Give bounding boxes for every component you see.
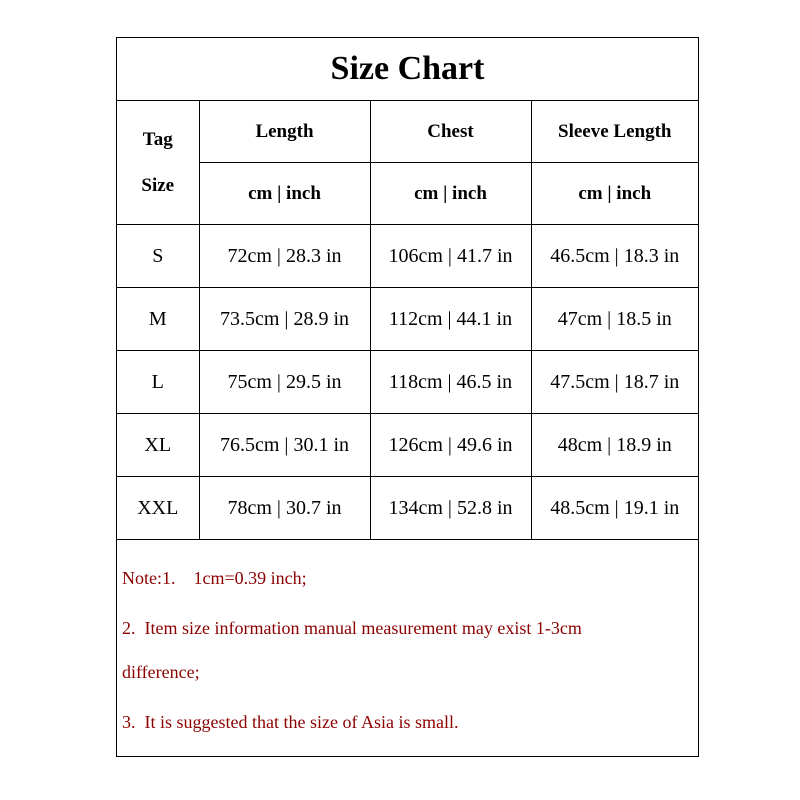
table-row [117, 225, 698, 288]
size-cell: M [117, 288, 199, 351]
note-line-1: Note:1. 1cm=0.39 inch; [122, 568, 307, 588]
chart-title: Size Chart [117, 38, 698, 101]
chest-cell: 134cm | 52.8 in [370, 477, 531, 540]
length-cell: 73.5cm | 28.9 in [199, 288, 370, 351]
length-cell: 76.5cm | 30.1 in [199, 414, 370, 477]
chest-unit: cm | inch [370, 163, 531, 225]
length-cell: 78cm | 30.7 in [199, 477, 370, 540]
chest-cell: 126cm | 49.6 in [370, 414, 531, 477]
size-cell: XL [117, 414, 199, 477]
sleeve-unit: cm | inch [531, 163, 698, 225]
size-table [117, 38, 698, 540]
chest-cell: 106cm | 41.7 in [370, 225, 531, 288]
sleeve-length-header: Sleeve Length [531, 101, 698, 163]
tag-label: Tag [142, 128, 173, 150]
length-header: Length [199, 101, 370, 163]
sleeve-cell: 47.5cm | 18.7 in [531, 351, 698, 414]
notes-section [117, 540, 698, 756]
sleeve-cell: 46.5cm | 18.3 in [531, 225, 698, 288]
tag-size-header [117, 101, 199, 225]
sleeve-cell: 48.5cm | 19.1 in [531, 477, 698, 540]
chest-cell: 112cm | 44.1 in [370, 288, 531, 351]
table-row [117, 288, 698, 351]
size-cell: S [117, 225, 199, 288]
note-line-2: 2. Item size information manual measurement may exist 1-3cm [122, 618, 582, 638]
length-cell: 75cm | 29.5 in [199, 351, 370, 414]
size-cell: L [117, 351, 199, 414]
size-chart [116, 37, 699, 757]
sleeve-cell: 47cm | 18.5 in [531, 288, 698, 351]
length-cell: 72cm | 28.3 in [199, 225, 370, 288]
table-row [117, 414, 698, 477]
length-unit: cm | inch [199, 163, 370, 225]
note-line-3: difference; [122, 662, 200, 682]
chest-cell: 118cm | 46.5 in [370, 351, 531, 414]
size-cell: XXL [117, 477, 199, 540]
table-row [117, 477, 698, 540]
table-row [117, 351, 698, 414]
sleeve-cell: 48cm | 18.9 in [531, 414, 698, 477]
size-label: Size [141, 174, 175, 196]
chest-header: Chest [370, 101, 531, 163]
note-line-4: 3. It is suggested that the size of Asia is small. [122, 712, 459, 732]
